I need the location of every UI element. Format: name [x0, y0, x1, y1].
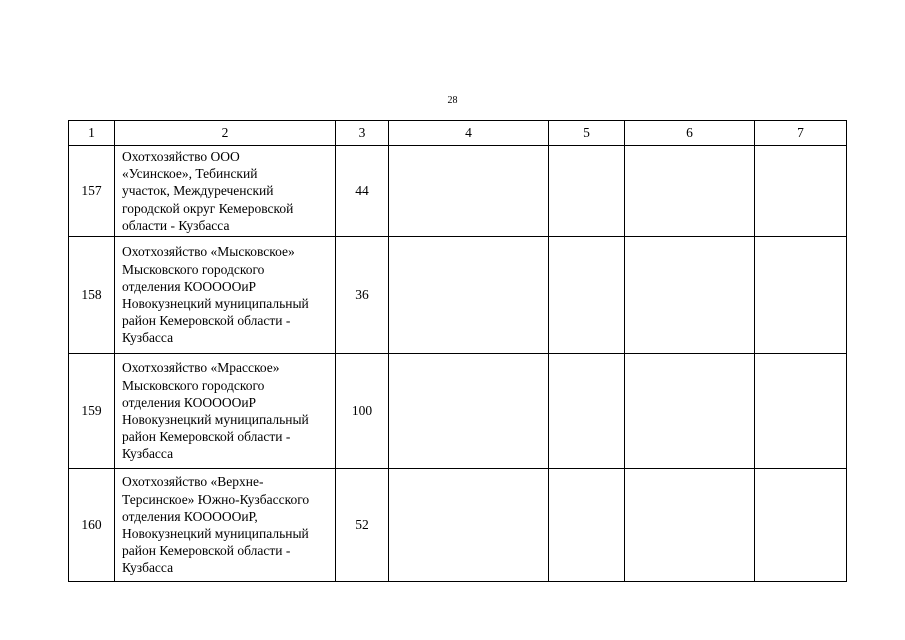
area-value: 52: [336, 469, 389, 582]
table-row: [69, 237, 847, 354]
row-number: 160: [69, 469, 115, 582]
header-col-5: 5: [549, 121, 625, 146]
area-value: 36: [336, 237, 389, 354]
name-line: Охотхозяйство «Мрасское»: [122, 360, 280, 376]
name-line: Охотхозяйство «Верхне-: [122, 474, 264, 490]
name-line: городской округ Кемеровской: [122, 200, 294, 216]
table-row: [69, 354, 847, 469]
hunting-grounds-table: [68, 120, 847, 582]
table-row: [69, 469, 847, 582]
row-number: 159: [69, 354, 115, 469]
col-5-cell: [549, 354, 625, 469]
name-line: Кузбасса: [122, 446, 174, 462]
col-4-cell: [389, 354, 549, 469]
hunting-ground-name: [115, 237, 336, 354]
name-line: Кузбасса: [122, 330, 174, 346]
table-row: [69, 146, 847, 237]
name-line: отделения КОООООиР: [122, 278, 257, 294]
col-6-cell: [625, 354, 755, 469]
col-5-cell: [549, 237, 625, 354]
col-6-cell: [625, 469, 755, 582]
col-4-cell: [389, 237, 549, 354]
area-value: 100: [336, 354, 389, 469]
row-number: 158: [69, 237, 115, 354]
page-number: 28: [447, 95, 458, 106]
name-line: Мысковского городского: [122, 261, 265, 277]
name-line: Терсинское» Южно-Кузбасского: [122, 491, 310, 507]
header-col-2: 2: [115, 121, 336, 146]
col-4-cell: [389, 469, 549, 582]
table-header-row: [69, 121, 847, 146]
header-col-3: 3: [336, 121, 389, 146]
hunting-ground-name: [115, 354, 336, 469]
col-4-cell: [389, 146, 549, 237]
name-line: отделения КОООООиР: [122, 394, 257, 410]
header-col-4: 4: [389, 121, 549, 146]
name-line: Новокузнецкий муниципальный: [122, 296, 309, 311]
name-line: области - Кузбасса: [122, 217, 230, 233]
name-line: Новокузнецкий муниципальный: [122, 526, 309, 541]
header-col-6: 6: [625, 121, 755, 146]
area-value: 44: [336, 146, 389, 237]
col-6-cell: [625, 146, 755, 237]
name-line: район Кемеровской области -: [122, 313, 291, 329]
name-line: участок, Междуреченский: [122, 183, 274, 199]
header-col-1: 1: [69, 121, 115, 146]
header-col-7: 7: [755, 121, 847, 146]
hunting-ground-name: [115, 469, 336, 582]
name-line: Новокузнецкий муниципальный: [122, 412, 309, 427]
name-line: отделения КОООООиР,: [122, 508, 258, 524]
hunting-ground-name: [115, 146, 336, 237]
name-line: Охотхозяйство ООО: [122, 148, 240, 164]
name-line: район Кемеровской области -: [122, 543, 291, 559]
col-7-cell: [755, 146, 847, 237]
col-7-cell: [755, 354, 847, 469]
col-6-cell: [625, 237, 755, 354]
name-line: «Усинское», Тебинский: [122, 166, 258, 182]
col-5-cell: [549, 146, 625, 237]
col-7-cell: [755, 469, 847, 582]
name-line: Кузбасса: [122, 560, 174, 576]
name-line: Мысковского городского: [122, 377, 265, 393]
row-number: 157: [69, 146, 115, 237]
name-line: Охотхозяйство «Мысковское»: [122, 244, 295, 260]
col-7-cell: [755, 237, 847, 354]
col-5-cell: [549, 469, 625, 582]
name-line: район Кемеровской области -: [122, 429, 291, 445]
